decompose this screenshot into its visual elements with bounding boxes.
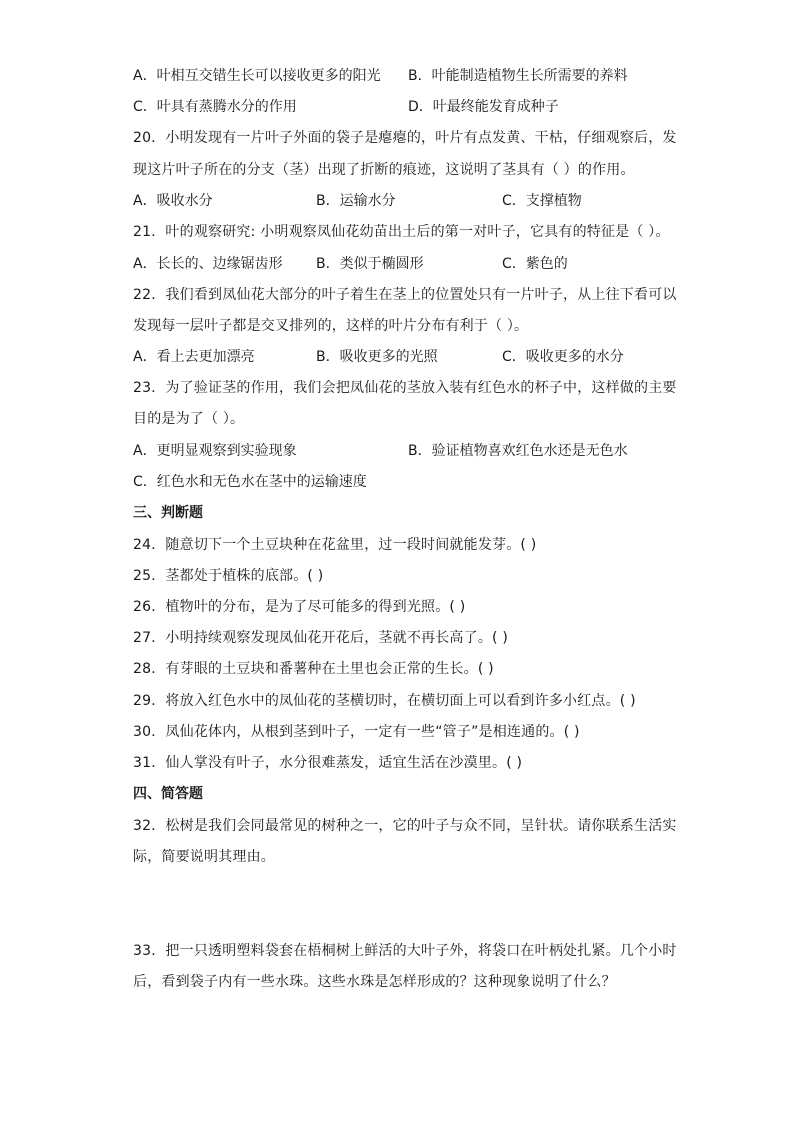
judge-item-28: 28．有芽眼的土豆块和番薯种在土里也会正常的生长。( ) [133,661,494,677]
q19-option-b: B．叶能制造植物生长所需要的养料 [408,68,628,84]
judge-item-30: 30．凤仙花体内，从根到茎到叶子，一定有一些“管子”是相连通的。( ) [133,724,580,740]
q22-stem-line2: 发现每一层叶子都是交叉排列的，这样的叶片分布有利于（ ）。 [133,318,529,334]
q20-stem-line1: 20．小明发现有一片叶子外面的袋子是瘪瘪的，叶片有点发黄、干枯，仔细观察后，发 [133,130,677,146]
q23-stem-line1: 23．为了验证茎的作用，我们会把凤仙花的茎放入装有红色水的杯子中，这样做的主要 [133,380,677,396]
q20-option-c: C．支撑植物 [502,193,582,209]
q23-option-b: B．验证植物喜欢红色水还是无色水 [408,443,628,459]
q23-option-a: A．更明显观察到实验现象 [133,443,297,459]
q21-stem: 21．叶的观察研究: 小明观察凤仙花幼苗出土后的第一对叶子，它具有的特征是（ ）。 [133,224,670,240]
q21-option-c: C．紫色的 [502,256,568,272]
judge-item-26: 26．植物叶的分布，是为了尽可能多的得到光照。( ) [133,599,466,615]
q33-stem-line1: 33．把一只透明塑料袋套在梧桐树上鲜活的大叶子外，将袋口在叶柄处扎紧。几个小时 [133,943,677,959]
q19-option-c: C．叶具有蒸腾水分的作用 [133,99,297,115]
section-heading-short-answer: 四、简答题 [133,786,203,802]
q21-option-a: A．长长的、边缘锯齿形 [133,256,283,272]
q19-option-a: A．叶相互交错生长可以接收更多的阳光 [133,68,381,84]
q20-option-b: B．运输水分 [316,193,396,209]
q22-stem-line1: 22．我们看到凤仙花大部分的叶子着生在茎上的位置处只有一片叶子，从上往下看可以 [133,287,677,303]
section-heading-judgement: 三、判断题 [133,505,203,521]
q21-option-b: B．类似于椭圆形 [316,256,424,272]
q23-stem-line2: 目的是为了（ ）。 [133,411,245,427]
q22-option-b: B．吸收更多的光照 [316,349,438,365]
judge-item-25: 25．茎都处于植株的底部。( ) [133,568,324,584]
q20-stem-line2: 现这片叶子所在的分支（茎）出现了折断的痕迹，这说明了茎具有（ ）的作用。 [133,162,635,178]
q22-option-a: A．看上去更加漂亮 [133,349,255,365]
judge-item-27: 27．小明持续观察发现凤仙花开花后，茎就不再长高了。( ) [133,630,508,646]
q32-stem-line2: 际，简要说明其理由。 [133,849,275,865]
q32-stem-line1: 32．松树是我们会同最常见的树种之一，它的叶子与众不同，呈针状。请你联系生活实 [133,818,677,834]
judge-item-24: 24．随意切下一个土豆块种在花盆里，过一段时间就能发芽。( ) [133,537,537,553]
q33-stem-line2: 后，看到袋子内有一些水珠。这些水珠是怎样形成的？这种现象说明了什么？ [133,974,616,990]
q23-option-c: C．红色水和无色水在茎中的运输速度 [133,474,367,490]
q22-option-c: C．吸收更多的水分 [502,349,624,365]
q20-option-a: A．吸收水分 [133,193,213,209]
judge-item-29: 29．将放入红色水中的凤仙花的茎横切时，在横切面上可以看到许多小红点。( ) [133,693,636,709]
judge-item-31: 31．仙人掌没有叶子，水分很难蒸发，适宜生活在沙漠里。( ) [133,755,523,771]
q19-option-d: D．叶最终能发育成种子 [408,99,559,115]
